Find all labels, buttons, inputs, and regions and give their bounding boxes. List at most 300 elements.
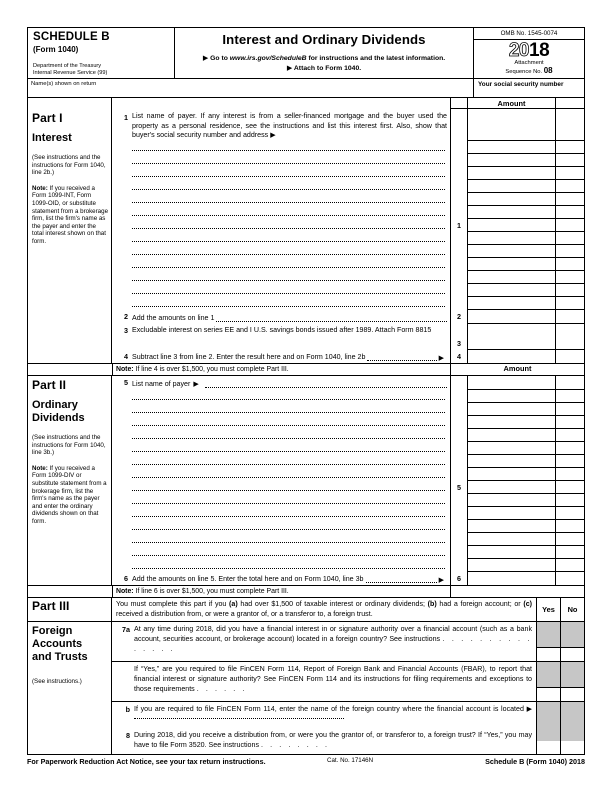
amount-cell[interactable] [468, 245, 556, 258]
part3-name [32, 625, 108, 664]
part1-line3-box: 3 [450, 324, 468, 350]
line-number-cell [450, 180, 468, 193]
payer-name-input[interactable] [132, 258, 450, 271]
part3-intro-3: had a foreign account; or [436, 600, 524, 608]
line-number-cell [450, 284, 468, 297]
name-label: Name(s) shown on return [31, 81, 97, 87]
part1-line4-text: Subtract line 3 from line 2. Enter the result here and on Form 1040, line 2b [132, 353, 366, 361]
payer-name-input[interactable] [132, 284, 450, 297]
row-number-spacer [112, 154, 132, 167]
cents-cell[interactable] [556, 390, 584, 403]
amount-cell[interactable] [468, 533, 556, 546]
part3-q8-no[interactable] [560, 728, 584, 754]
blank-entry-row [112, 271, 584, 284]
part1-line2-box: 2 [450, 310, 468, 324]
part2-note-bottom-text: If line 6 is over $1,500, you must complete Part III. [133, 588, 289, 595]
dotted-writing-line [132, 219, 447, 232]
payer-name-input[interactable] [132, 416, 450, 429]
amount-cell[interactable] [468, 167, 556, 180]
part1-line1-box-spacer [451, 109, 467, 140]
dotted-writing-line [132, 481, 447, 494]
line-number-cell [450, 390, 468, 403]
blank-entry-row [112, 533, 584, 546]
line-number-cell [450, 429, 468, 442]
row-number-spacer [112, 167, 132, 180]
payer-name-input[interactable] [132, 507, 450, 520]
part2-note [32, 465, 108, 526]
goto-suffix: for instructions and the latest information. [308, 55, 446, 62]
part1-line4-amount[interactable] [468, 350, 556, 363]
cents-cell[interactable] [556, 206, 584, 219]
part3-q7a2-number [112, 662, 134, 701]
part3-q8 [112, 728, 584, 754]
part3-q7a-yes[interactable] [536, 622, 560, 661]
row-number-spacer [112, 193, 132, 206]
line-number-cell [450, 271, 468, 284]
part3-q7b-text-cell [134, 702, 536, 728]
line-number-cell [450, 297, 468, 310]
amount-cell[interactable] [468, 455, 556, 468]
payer-name-input[interactable] [132, 271, 450, 284]
amount-cell[interactable] [468, 520, 556, 533]
part2-title: Part II [32, 378, 67, 392]
part2-line5-number: 5 [124, 378, 128, 387]
part1-line3-text-cell [132, 324, 450, 350]
goto-prefix: Go to [210, 55, 228, 62]
part3-name-line1: Foreign [32, 625, 73, 638]
blank-entry-row [112, 442, 584, 455]
row-number-spacer [112, 219, 132, 232]
cents-cell[interactable] [556, 284, 584, 297]
part3-q7a-text: At any time during 2018, did you have a financial interest in or signature authority over a financial account (such as a bank account, securities account, or brokerage account) located in a foreign country? See instructions [134, 625, 532, 643]
part3-see-instructions: (See instructions.) [32, 678, 82, 686]
part1-line1-box-col [450, 109, 468, 141]
dotted-writing-line [132, 154, 447, 167]
row-number-spacer [112, 481, 132, 494]
amount-cell[interactable] [468, 468, 556, 481]
arrow-icon-line6: ▶ [438, 577, 444, 584]
blank-entry-row [112, 258, 584, 271]
cents-cell[interactable] [556, 559, 584, 572]
part1-line3-row [112, 324, 584, 350]
part2-line6-row [112, 572, 584, 585]
part2-line6-text-cell [132, 572, 450, 585]
part1-note-bottom-text: If line 4 is over $1,500, you must complete Part III. [133, 366, 289, 373]
row-number-spacer [112, 507, 132, 520]
part3-q8-leader: . . . . . . . . [260, 740, 330, 749]
amount-cell[interactable] [468, 429, 556, 442]
amount-cell[interactable] [468, 481, 556, 494]
part2-line5-text: List name of payer [132, 380, 191, 388]
cents-cell[interactable] [556, 520, 584, 533]
blank-entry-row [112, 284, 584, 297]
part3-q7a-no[interactable] [560, 622, 584, 661]
payer-name-input[interactable] [132, 245, 450, 258]
payer-name-input[interactable] [132, 533, 450, 546]
line-number-cell [450, 507, 468, 520]
part3-q7a2 [112, 661, 584, 701]
blank-entry-row [112, 559, 584, 572]
dotted-writing-line [132, 520, 447, 533]
part3-questions-column [112, 622, 584, 754]
part1-note-bottom-bold: Note: [116, 366, 134, 373]
arrow-icon-line4: ▶ [438, 355, 444, 362]
sequence-row [474, 67, 584, 76]
amount-cell[interactable] [468, 546, 556, 559]
row-number-spacer [112, 297, 132, 310]
cents-cell[interactable] [556, 494, 584, 507]
payer-name-input[interactable] [132, 455, 450, 468]
dotted-writing-line [132, 455, 447, 468]
blank-entry-row [112, 429, 584, 442]
amount-cell[interactable] [468, 154, 556, 167]
payer-name-input[interactable] [132, 481, 450, 494]
payer-name-input[interactable] [132, 520, 450, 533]
part2-note-bottom-bold: Note: [116, 588, 134, 595]
cents-cell[interactable] [556, 533, 584, 546]
amount-cell[interactable] [468, 494, 556, 507]
part2-line5-row [112, 376, 584, 390]
part2-line6-leader [366, 582, 437, 583]
line-number-cell [450, 520, 468, 533]
blank-entry-row [112, 507, 584, 520]
dotted-writing-line [132, 297, 447, 310]
dotted-writing-line [132, 507, 447, 520]
cents-cell[interactable] [556, 297, 584, 310]
payer-name-input[interactable] [132, 429, 450, 442]
row-number-spacer [112, 429, 132, 442]
part1-line2-cents[interactable] [556, 310, 584, 324]
part1-line1-cents-top[interactable] [556, 109, 584, 141]
part2-line5-leader [205, 387, 447, 388]
part1-label-spacer [28, 98, 112, 109]
part3-q7b [112, 701, 584, 728]
cents-cell[interactable] [556, 468, 584, 481]
blank-entry-row [112, 232, 584, 245]
sequence-number: 08 [543, 66, 553, 75]
attach-line: Attach to Form 1040. [293, 64, 362, 72]
cents-cell[interactable] [556, 403, 584, 416]
cents-cell[interactable] [556, 141, 584, 154]
part1-line4-text-cell [132, 350, 450, 363]
part1-label-column [28, 109, 112, 363]
form-header [27, 27, 585, 78]
dotted-writing-line [132, 141, 447, 154]
schedule-b-form [27, 27, 585, 766]
cents-cell[interactable] [556, 271, 584, 284]
part1-line2-text-cell [132, 310, 450, 324]
part1-line2-amount[interactable] [468, 310, 556, 324]
header-left-block [28, 28, 175, 78]
cents-cell[interactable] [556, 507, 584, 520]
blank-entry-row [112, 481, 584, 494]
part3-intro-a: (a) [229, 600, 238, 608]
payer-name-input[interactable] [132, 546, 450, 559]
row-number-spacer [112, 546, 132, 559]
cents-cell[interactable] [556, 180, 584, 193]
part3-label-cell [28, 598, 112, 621]
ssn-label: Your social security number [478, 81, 564, 88]
part3-q7b-text: If you are required to file FinCEN Form 114, enter the name of the foreign country where the financial account is located [134, 705, 524, 714]
line-number-cell [450, 559, 468, 572]
dotted-writing-line [132, 468, 447, 481]
payer-name-input[interactable] [132, 167, 450, 180]
part1-line1-row [112, 109, 584, 141]
cents-cell[interactable] [556, 154, 584, 167]
amount-cell[interactable] [468, 258, 556, 271]
cents-cell[interactable] [556, 232, 584, 245]
part3-no-header: No [560, 598, 584, 621]
line-number-cell [450, 546, 468, 559]
year-century: 20 [508, 40, 529, 61]
part3-q7b-yes [536, 702, 560, 728]
part3-q8-text-cell [134, 728, 536, 754]
payer-name-input[interactable] [132, 180, 450, 193]
part3-q7a2-text-cell [134, 662, 536, 701]
paperwork-notice: For Paperwork Reduction Act Notice, see your tax return instructions. [27, 757, 266, 767]
dotted-writing-line [132, 559, 447, 572]
part1-amount-header: Amount [468, 98, 556, 109]
blank-entry-row [112, 206, 584, 219]
part1-line1-instruction-text: List name of payer. If any interest is from a seller-financed mortgage and the buyer used the property as a personal residence, see the instructions and list this interest first. Also, show that buyer's social security number and address [132, 112, 447, 140]
amount-cell[interactable] [468, 206, 556, 219]
part1-line4-box: 4 [450, 350, 468, 363]
row-number-spacer [112, 180, 132, 193]
payer-name-input[interactable] [132, 154, 450, 167]
payer-name-input[interactable] [132, 494, 450, 507]
part3-intro-4: received a distribution from, or were a grantor of, or a transferor to, a foreign trust. [116, 609, 373, 618]
payer-name-input[interactable] [132, 559, 450, 572]
part1-line4-leader [367, 360, 436, 361]
part3-intro-2: had over $1,500 of taxable interest or ordinary dividends; [237, 600, 428, 608]
payer-name-input[interactable] [132, 468, 450, 481]
blank-entry-row [112, 193, 584, 206]
line-number-cell [450, 455, 468, 468]
dotted-writing-line [132, 494, 447, 507]
part1-note-bold: Note: [32, 184, 48, 192]
blank-entry-row [112, 167, 584, 180]
part1-line4-row [112, 350, 584, 363]
amount-cell[interactable] [468, 180, 556, 193]
part1-line3-cents[interactable] [556, 324, 584, 350]
part3-q8-yes[interactable] [536, 728, 560, 754]
dotted-writing-line [132, 180, 447, 193]
part1-title: Part I [32, 111, 63, 125]
part3-q7a [112, 622, 584, 661]
part2-line5-amount[interactable] [468, 376, 556, 390]
part2-note-strip-label [28, 586, 113, 597]
attachment-label: Attachment [514, 60, 544, 66]
amount-cell[interactable] [468, 442, 556, 455]
row-number-spacer [112, 520, 132, 533]
part3-intro-1: You must complete this part if you [116, 600, 230, 608]
payer-name-input[interactable] [132, 193, 450, 206]
blank-entry-row [112, 297, 584, 310]
row-number-spacer [112, 455, 132, 468]
part3-q7a-leader: . . . . . . . . . . . . . . . [134, 634, 532, 653]
part1-line2-leader [216, 321, 447, 322]
part2-line6-cents[interactable] [556, 572, 584, 585]
part1-text-spacer [112, 98, 450, 109]
part2-section [28, 376, 584, 585]
part2-line6-amount[interactable] [468, 572, 556, 585]
dotted-writing-line [132, 429, 447, 442]
part3-q7a2-text: If “Yes,” are you required to file FinCEN Form 114, Report of Foreign Bank and Financial Accounts (FBAR), to report that financial interest or signature authority? See FinCEN Form 114 and its instructions for filing requirements and exceptions to those requirements [134, 665, 532, 693]
part1-note-strip-label [28, 364, 113, 375]
part1-line1-amount-col [468, 109, 556, 141]
blank-entry-row [112, 455, 584, 468]
cents-cell[interactable] [556, 167, 584, 180]
part1-note-text: If you received a Form 1099-INT, Form 1099-OID, or substitute statement from a brokerage firm, list the firm's name as the payer and enter the total interest shown on that form. [32, 184, 109, 245]
cents-cell[interactable] [556, 481, 584, 494]
line-number-cell [450, 245, 468, 258]
cents-cell[interactable] [556, 416, 584, 429]
dotted-writing-line [132, 167, 447, 180]
amount-cell[interactable] [468, 403, 556, 416]
dotted-writing-line [132, 206, 447, 219]
part1-line3-amount[interactable] [468, 324, 556, 350]
schedule-title: SCHEDULE B [33, 31, 110, 43]
part1-line1-number: 1 [124, 113, 128, 122]
part3-q7a-number: 7a [122, 625, 130, 635]
blank-entry-row [112, 416, 584, 429]
dotted-writing-line [132, 245, 447, 258]
part3-q7b-country-input[interactable] [134, 718, 344, 719]
row-number-spacer [112, 271, 132, 284]
amount-cell[interactable] [468, 219, 556, 232]
amount-cell[interactable] [468, 284, 556, 297]
part3-q8-number: 8 [126, 731, 130, 741]
footer-form-id: Schedule B (Form 1040) 2018 [485, 757, 585, 767]
row-number-spacer [112, 533, 132, 546]
part3-q7a2-leader: . . . . . . [196, 684, 247, 693]
row-number-spacer [112, 494, 132, 507]
dotted-writing-line [132, 284, 447, 297]
part3-q7a2-yes[interactable] [536, 662, 560, 701]
part3-intro-text [112, 598, 536, 621]
part1-line4-cents[interactable] [556, 350, 584, 363]
cents-cell[interactable] [556, 219, 584, 232]
row-number-spacer [112, 390, 132, 403]
line-number-cell [450, 403, 468, 416]
header-right-block [474, 28, 584, 78]
amount-cell[interactable] [468, 271, 556, 284]
row-number-spacer [112, 258, 132, 271]
part1-see-instructions: (See instructions and the instructions for Form 1040, line 2b.) [32, 154, 106, 177]
payer-name-input[interactable] [132, 442, 450, 455]
amount-cell[interactable] [468, 416, 556, 429]
part1-line1-cents-col [556, 109, 584, 141]
line-number-cell [450, 141, 468, 154]
part3-title: Part III [32, 599, 70, 613]
part1-line2-text: Add the amounts on line 1 [132, 314, 215, 322]
arrow-icon: ▶ [202, 55, 209, 62]
part3-header-row [28, 597, 584, 621]
payer-name-input[interactable] [132, 232, 450, 245]
line-number-cell: 5 [450, 481, 468, 494]
cents-cell[interactable] [556, 546, 584, 559]
blank-entry-row [112, 390, 584, 403]
goto-instructions [175, 54, 473, 73]
part3-q7a2-no[interactable] [560, 662, 584, 701]
part1-line-col-spacer [450, 98, 468, 109]
part2-line6-box: 6 [450, 572, 468, 585]
part3-q7b-number: b [125, 705, 130, 715]
part3-q7a-row [28, 621, 584, 754]
part1-line1-amount-top[interactable] [468, 109, 555, 141]
part1-note [32, 185, 108, 246]
arrow-icon-line5: ▶ [193, 381, 199, 388]
amount-cell[interactable] [468, 507, 556, 520]
amount-cell[interactable] [468, 297, 556, 310]
part3-intro-c: (c) [523, 600, 532, 608]
amount-cell[interactable] [468, 559, 556, 572]
part3-name-line3: and Trusts [32, 651, 88, 664]
line-number-cell [450, 193, 468, 206]
dotted-writing-line [132, 390, 447, 403]
row-number-spacer [112, 245, 132, 258]
part1-note-strip [28, 363, 584, 376]
line-number-cell [450, 494, 468, 507]
blank-entry-row [112, 468, 584, 481]
part2-content-column [112, 376, 584, 585]
blank-entry-row [112, 546, 584, 559]
line-number-cell [450, 416, 468, 429]
cents-cell[interactable] [556, 429, 584, 442]
part1-line2-number: 2 [124, 312, 128, 321]
dotted-writing-line [132, 546, 447, 559]
payer-name-input[interactable] [132, 141, 450, 154]
line-number-cell [450, 232, 468, 245]
row-number-spacer [112, 141, 132, 154]
part2-see-instructions: (See instructions and the instructions for Form 1040, line 3b.) [32, 434, 106, 457]
cents-cell[interactable] [556, 258, 584, 271]
part1-blank-rows [112, 141, 584, 310]
year-short: 18 [529, 40, 550, 61]
amount-cell[interactable] [468, 193, 556, 206]
name-field[interactable] [28, 79, 474, 97]
cents-cell[interactable] [556, 193, 584, 206]
payer-name-input[interactable] [132, 219, 450, 232]
arrow-icon-2: ▶ [286, 64, 293, 72]
cents-cell[interactable] [556, 442, 584, 455]
part1-name: Interest [32, 132, 72, 144]
blank-entry-row [112, 403, 584, 416]
payer-name-input[interactable] [132, 403, 450, 416]
part3-q7a-text-cell [134, 622, 536, 661]
payer-name-input[interactable] [132, 390, 450, 403]
irs-url[interactable]: www.irs.gov/ScheduleB [229, 55, 307, 62]
dotted-writing-line [132, 271, 447, 284]
part2-line5-text-cell [132, 376, 450, 390]
cents-cell[interactable] [556, 455, 584, 468]
part2-note-strip-text [113, 588, 450, 595]
payer-name-input[interactable] [132, 297, 450, 310]
part3-intro-b: (b) [427, 600, 437, 608]
cents-cell[interactable] [556, 245, 584, 258]
part2-line5-cents[interactable] [556, 376, 584, 390]
ssn-field[interactable] [474, 79, 584, 97]
amount-cell[interactable] [468, 390, 556, 403]
form-title: Interest and Ordinary Dividends [222, 32, 426, 47]
payer-name-input[interactable] [132, 206, 450, 219]
amount-cell[interactable] [468, 232, 556, 245]
part1-note-strip-text [113, 366, 450, 373]
amount-cell[interactable] [468, 141, 556, 154]
tax-year [474, 40, 584, 60]
line-number-cell [450, 167, 468, 180]
row-number-spacer [112, 403, 132, 416]
